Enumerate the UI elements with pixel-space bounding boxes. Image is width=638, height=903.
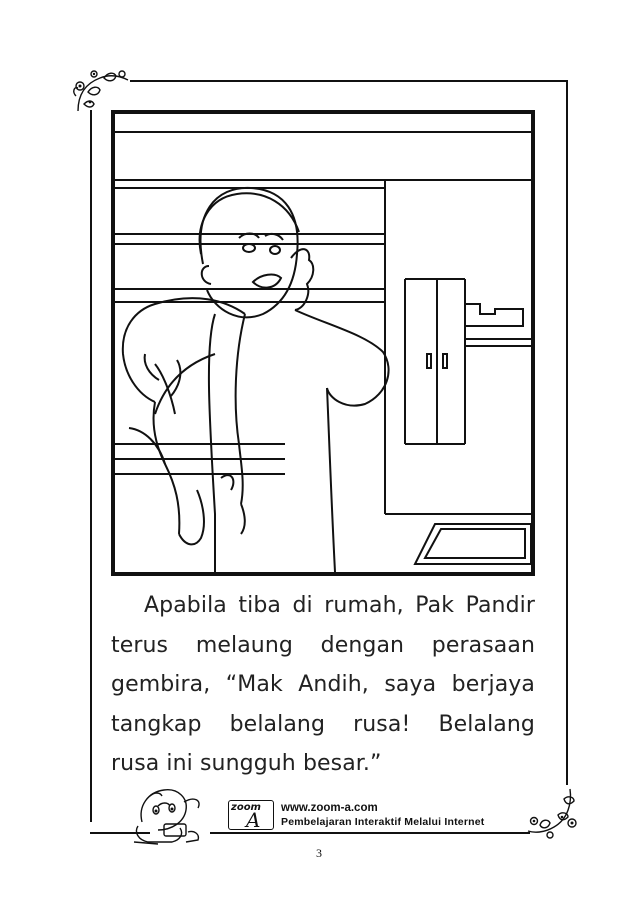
frame-top-line [130, 80, 567, 82]
story-line: Apabila tiba di rumah, Pak Pandir [144, 593, 535, 618]
story-line: gembira, “Mak Andih, saya berjaya [111, 672, 535, 697]
floral-corner-icon [524, 785, 580, 841]
frame-bottom-line-right [210, 832, 530, 834]
armadillo-mascot-icon [128, 782, 208, 848]
story-line: terus melaung dengan perasaan [111, 632, 535, 658]
website-tagline: Pembelajaran Interaktif Melalui Internet [281, 816, 485, 828]
frame-right-line [566, 80, 568, 785]
illustration-drawing [115, 114, 531, 572]
story-illustration [111, 110, 535, 576]
frame-left-line [90, 110, 92, 822]
floral-corner-icon [70, 66, 132, 116]
page-number: 3 [316, 846, 322, 860]
logo-mark: A [246, 808, 261, 832]
story-line: tangkap belalang rusa! Belalang [111, 711, 535, 737]
website-url[interactable]: www.zoom-a.com [281, 802, 378, 814]
story-line: rusa ini sungguh besar.” [111, 751, 382, 776]
story-text [111, 586, 535, 784]
zoom-a-logo [228, 800, 274, 830]
logo-wordmark: zoom [231, 802, 261, 813]
